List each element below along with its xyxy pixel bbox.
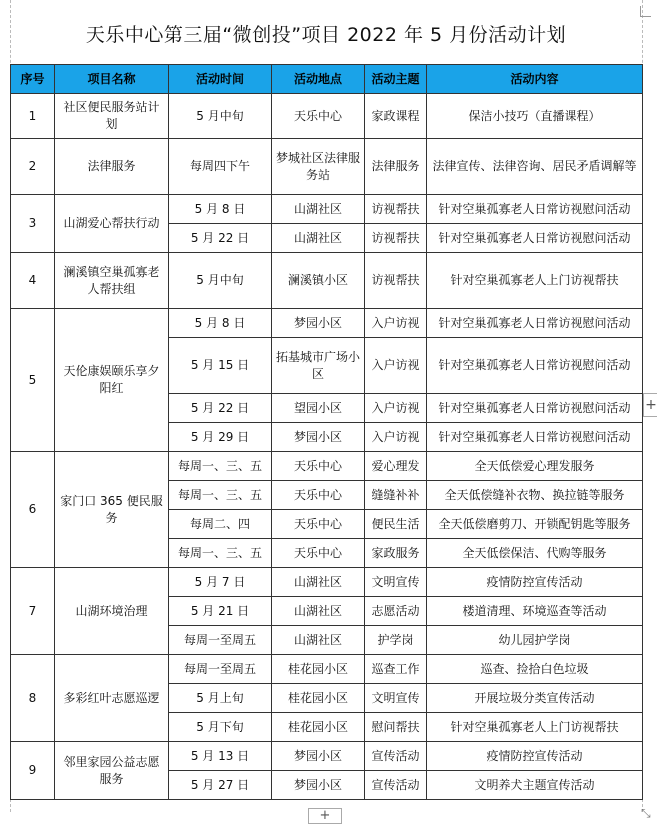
cell-time[interactable]: 5 月中旬 (169, 253, 272, 309)
header-content: 活动内容 (427, 65, 643, 94)
cell-place[interactable]: 山湖社区 (272, 626, 365, 655)
cell-content[interactable]: 针对空巢孤寡老人上门访视帮扶 (427, 713, 643, 742)
cell-project-name[interactable]: 澜溪镇空巢孤寡老人帮扶组 (55, 253, 169, 309)
cell-time[interactable]: 5 月 13 日 (169, 742, 272, 771)
cell-place[interactable]: 望园小区 (272, 394, 365, 423)
cell-time[interactable]: 5 月上旬 (169, 684, 272, 713)
header-place: 活动地点 (272, 65, 365, 94)
cell-theme[interactable]: 缝缝补补 (365, 481, 427, 510)
cell-no[interactable]: 5 (11, 309, 55, 452)
cell-no[interactable]: 9 (11, 742, 55, 800)
cell-theme[interactable]: 志愿活动 (365, 597, 427, 626)
cell-place[interactable]: 梦园小区 (272, 423, 365, 452)
cell-place[interactable]: 桂花园小区 (272, 655, 365, 684)
cell-content[interactable]: 疫情防控宣传活动 (427, 742, 643, 771)
cell-place[interactable]: 天乐中心 (272, 510, 365, 539)
cell-place[interactable]: 桂花园小区 (272, 684, 365, 713)
cell-project-name[interactable]: 邻里家园公益志愿服务 (55, 742, 169, 800)
header-project-name: 项目名称 (55, 65, 169, 94)
cell-time[interactable]: 5 月下旬 (169, 713, 272, 742)
cell-project-name[interactable]: 家门口 365 便民服务 (55, 452, 169, 568)
cell-theme[interactable]: 宣传活动 (365, 771, 427, 800)
table-row (11, 139, 643, 195)
cell-content[interactable]: 针对空巢孤寡老人日常访视慰问活动 (427, 195, 643, 224)
cell-place[interactable]: 山湖社区 (272, 597, 365, 626)
cell-theme[interactable]: 访视帮扶 (365, 224, 427, 253)
table-row (11, 309, 643, 338)
table-row (11, 742, 643, 771)
add-column-button[interactable]: + (643, 393, 657, 417)
cell-content[interactable]: 全天低偿缝补衣物、换拉链等服务 (427, 481, 643, 510)
cell-place[interactable]: 梦园小区 (272, 742, 365, 771)
cell-theme[interactable]: 宣传活动 (365, 742, 427, 771)
cell-time[interactable]: 每周一至周五 (169, 655, 272, 684)
cell-time[interactable]: 5 月 27 日 (169, 771, 272, 800)
cell-time[interactable]: 每周一、三、五 (169, 481, 272, 510)
cell-content[interactable]: 全天低偿保洁、代购等服务 (427, 539, 643, 568)
header-time: 活动时间 (169, 65, 272, 94)
cell-no[interactable]: 4 (11, 253, 55, 309)
cell-place[interactable]: 天乐中心 (272, 481, 365, 510)
cell-content[interactable]: 针对空巢孤寡老人日常访视慰问活动 (427, 394, 643, 423)
cell-theme[interactable]: 访视帮扶 (365, 195, 427, 224)
header-no: 序号 (11, 65, 55, 94)
cell-content[interactable]: 文明养犬主题宣传活动 (427, 771, 643, 800)
cell-theme[interactable]: 入户访视 (365, 394, 427, 423)
cell-time[interactable]: 5 月 15 日 (169, 338, 272, 394)
cell-content[interactable]: 针对空巢孤寡老人日常访视慰问活动 (427, 423, 643, 452)
table-body (11, 94, 643, 800)
cell-content[interactable]: 开展垃圾分类宣传活动 (427, 684, 643, 713)
cell-time[interactable]: 5 月 8 日 (169, 195, 272, 224)
cell-time[interactable]: 5 月 22 日 (169, 224, 272, 253)
cell-content[interactable]: 保洁小技巧（直播课程） (427, 94, 643, 139)
table-resize-handle-icon[interactable]: ⤡ (641, 806, 651, 820)
cell-content[interactable]: 法律宣传、法律咨询、居民矛盾调解等 (427, 139, 643, 195)
cell-place[interactable]: 澜溪镇小区 (272, 253, 365, 309)
cell-theme[interactable]: 法律服务 (365, 139, 427, 195)
cell-project-name[interactable]: 社区便民服务站计划 (55, 94, 169, 139)
cell-time[interactable]: 5 月 7 日 (169, 568, 272, 597)
cell-no[interactable]: 1 (11, 94, 55, 139)
cell-place[interactable]: 山湖社区 (272, 195, 365, 224)
cell-content[interactable]: 针对空巢孤寡老人日常访视慰问活动 (427, 224, 643, 253)
cell-theme[interactable]: 家政服务 (365, 539, 427, 568)
cell-project-name[interactable]: 法律服务 (55, 139, 169, 195)
cell-project-name[interactable]: 多彩红叶志愿巡逻 (55, 655, 169, 742)
cell-no[interactable]: 2 (11, 139, 55, 195)
table-row (11, 568, 643, 597)
cell-theme[interactable]: 入户访视 (365, 309, 427, 338)
cell-project-name[interactable]: 山湖爱心帮扶行动 (55, 195, 169, 253)
cell-time[interactable]: 5 月中旬 (169, 94, 272, 139)
cell-content[interactable]: 疫情防控宣传活动 (427, 568, 643, 597)
cell-theme[interactable]: 慰问帮扶 (365, 713, 427, 742)
cell-content[interactable]: 全天低偿爱心理发服务 (427, 452, 643, 481)
cell-theme[interactable]: 爱心理发 (365, 452, 427, 481)
cell-time[interactable]: 每周四下午 (169, 139, 272, 195)
cell-content[interactable]: 楼道清理、环境巡查等活动 (427, 597, 643, 626)
cell-place[interactable]: 天乐中心 (272, 539, 365, 568)
cell-no[interactable]: 3 (11, 195, 55, 253)
activity-plan-table[interactable] (10, 64, 643, 800)
cell-project-name[interactable]: 山湖环境治理 (55, 568, 169, 655)
cell-time[interactable]: 每周二、四 (169, 510, 272, 539)
cell-place[interactable]: 梦园小区 (272, 309, 365, 338)
cell-place[interactable]: 山湖社区 (272, 568, 365, 597)
cell-place[interactable]: 梦园小区 (272, 771, 365, 800)
cell-place[interactable]: 梦城社区法律服务站 (272, 139, 365, 195)
table-row (11, 94, 643, 139)
header-theme: 活动主题 (365, 65, 427, 94)
cell-project-name[interactable]: 天伦康娱颐乐享夕阳红 (55, 309, 169, 452)
cell-place[interactable]: 天乐中心 (272, 452, 365, 481)
cell-content[interactable]: 针对空巢孤寡老人日常访视慰问活动 (427, 338, 643, 394)
cell-content[interactable]: 幼儿园护学岗 (427, 626, 643, 655)
cell-theme[interactable]: 便民生活 (365, 510, 427, 539)
cell-time[interactable]: 5 月 21 日 (169, 597, 272, 626)
add-row-button[interactable]: + (308, 808, 342, 824)
document-page (10, 0, 642, 812)
cell-theme[interactable]: 文明宣传 (365, 684, 427, 713)
table-header-row (11, 65, 643, 94)
cell-theme[interactable]: 入户访视 (365, 338, 427, 394)
cell-content[interactable]: 针对空巢孤寡老人上门访视帮扶 (427, 253, 643, 309)
cell-place[interactable]: 桂花园小区 (272, 713, 365, 742)
cell-theme[interactable]: 巡查工作 (365, 655, 427, 684)
cell-time[interactable]: 5 月 8 日 (169, 309, 272, 338)
cell-time[interactable]: 每周一、三、五 (169, 539, 272, 568)
cell-theme[interactable]: 入户访视 (365, 423, 427, 452)
cell-theme[interactable]: 文明宣传 (365, 568, 427, 597)
cell-place[interactable]: 天乐中心 (272, 94, 365, 139)
table-row (11, 655, 643, 684)
table-row (11, 195, 643, 224)
cell-content[interactable]: 全天低偿磨剪刀、开锁配钥匙等服务 (427, 510, 643, 539)
cell-theme[interactable]: 家政课程 (365, 94, 427, 139)
cell-time[interactable]: 5 月 29 日 (169, 423, 272, 452)
cell-content[interactable]: 针对空巢孤寡老人日常访视慰问活动 (427, 309, 643, 338)
cell-place[interactable]: 山湖社区 (272, 224, 365, 253)
table-row (11, 452, 643, 481)
cell-content[interactable]: 巡查、捡拾白色垃圾 (427, 655, 643, 684)
page-corner-mark (640, 6, 651, 17)
cell-time[interactable]: 每周一、三、五 (169, 452, 272, 481)
cell-place[interactable]: 拓基城市广场小区 (272, 338, 365, 394)
cell-no[interactable]: 7 (11, 568, 55, 655)
cell-theme[interactable]: 访视帮扶 (365, 253, 427, 309)
table-row (11, 253, 643, 309)
cell-no[interactable]: 6 (11, 452, 55, 568)
cell-no[interactable]: 8 (11, 655, 55, 742)
cell-time[interactable]: 5 月 22 日 (169, 394, 272, 423)
document-title: 天乐中心第三届“微创投”项目 2022 年 5 月份活动计划 (85, 24, 567, 46)
cell-theme[interactable]: 护学岗 (365, 626, 427, 655)
cell-time[interactable]: 每周一至周五 (169, 626, 272, 655)
